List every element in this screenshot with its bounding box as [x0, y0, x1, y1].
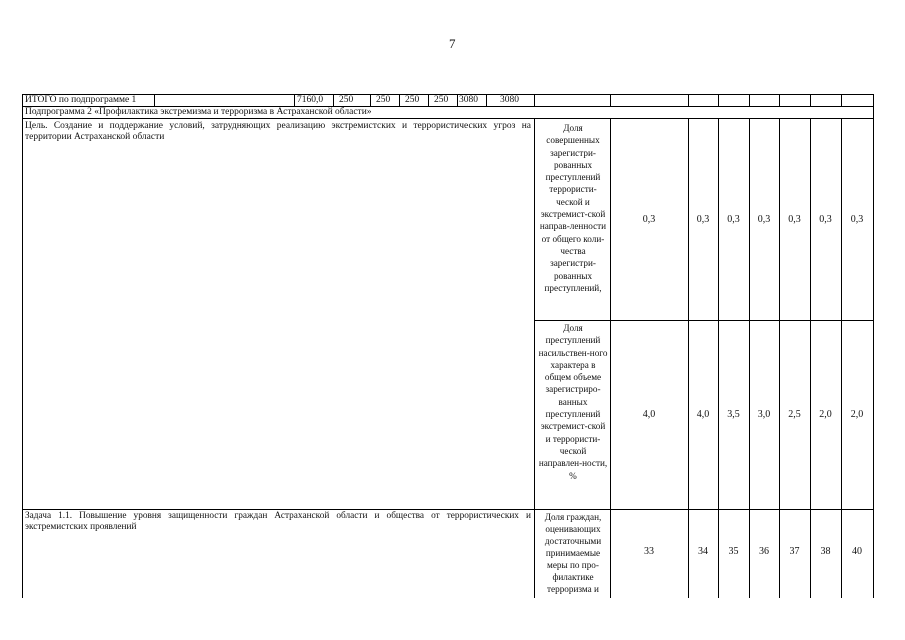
goal-text: Цель. Создание и поддержание условий, затрудняющих реализацию экстремистских и террористических угроз на территории Астраханской области [25, 121, 531, 142]
indicator-value: 0,3 [819, 214, 832, 225]
indicator-value: 0,3 [696, 214, 710, 225]
indicator-value: 0,3 [642, 214, 656, 225]
itogo-value: 3080 [500, 95, 519, 105]
task-value: 38 [820, 546, 831, 557]
table-line [873, 94, 874, 598]
task-indicator-text: Доля граждан, оценивающих достаточными принимаемые меры по про-филактике терроризма и [544, 512, 602, 594]
subprogram-title: Подпрограмма 2 «Профилактика экстремизма и терроризма в Астраханской области» [25, 107, 372, 117]
table-line [779, 118, 780, 598]
itogo-value: 250 [376, 95, 391, 105]
itogo-value: 3080 [459, 95, 478, 105]
table-line [610, 118, 611, 598]
table-line [22, 509, 874, 510]
table-line [457, 94, 458, 106]
itogo-value: 7160,0 [297, 95, 324, 105]
table-line [399, 94, 400, 106]
table-line [294, 94, 295, 106]
page-number: 7 [449, 36, 456, 51]
indicator-value: 2,0 [850, 409, 864, 420]
table-line [534, 320, 874, 321]
indicator-value: 3,5 [727, 409, 740, 420]
table-line [534, 94, 535, 106]
indicator-value: 2,0 [819, 409, 832, 420]
table-line [749, 118, 750, 598]
table-line [779, 94, 780, 106]
table-line [333, 94, 334, 106]
table-line [718, 94, 719, 106]
table-line [810, 118, 811, 598]
indicator-value: 0,3 [788, 214, 801, 225]
table-line [610, 94, 611, 106]
task-value: 34 [698, 546, 708, 557]
indicator-value: 4,0 [642, 409, 656, 420]
table-line [841, 118, 842, 598]
table-line [810, 94, 811, 106]
table-line [486, 94, 487, 106]
table-line [688, 94, 689, 106]
itogo-value: 250 [339, 95, 354, 105]
task-text: Задача 1.1. Повышение уровня защищенности граждан Астраханской области и общества от террористических и экстремистских проявлений [25, 511, 531, 532]
indicator-value: 0,3 [757, 214, 771, 225]
table-line [688, 118, 689, 598]
table-line [841, 94, 842, 106]
itogo-value: 250 [434, 95, 449, 105]
table-line [22, 118, 874, 119]
table-line [428, 94, 429, 106]
indicator-text: Доля преступлений насильствен-ного характера в общем объеме зарегистриро-ванных преступлений экстремист-ской и террористи-ческой направлен-ности, % [538, 323, 608, 481]
indicator-value: 4,0 [696, 409, 710, 420]
table-line [22, 94, 23, 598]
indicator-value: 0,3 [850, 214, 864, 225]
task-value: 37 [789, 546, 800, 557]
task-value: 36 [759, 546, 769, 557]
table-line [749, 94, 750, 106]
indicator-value: 0,3 [727, 214, 740, 225]
table-line [534, 118, 535, 598]
table-line [718, 118, 719, 598]
table-line [370, 94, 371, 106]
table-line [154, 94, 155, 106]
indicator-value: 3,0 [757, 409, 771, 420]
itogo-value: 250 [405, 95, 420, 105]
task-value: 40 [852, 546, 862, 557]
task-value: 35 [728, 546, 739, 557]
indicator-value: 2,5 [788, 409, 801, 420]
task-value: 33 [644, 546, 654, 557]
indicator-text: Доля совершенных зарегистри-рованных преступлений террористи-ческой и экстремист-ской направ-ленности от общего коли-чества зарегистри-рованных преступлений, [539, 123, 607, 293]
itogo-label: ИТОГО по подпрограмме 1 [25, 95, 137, 105]
